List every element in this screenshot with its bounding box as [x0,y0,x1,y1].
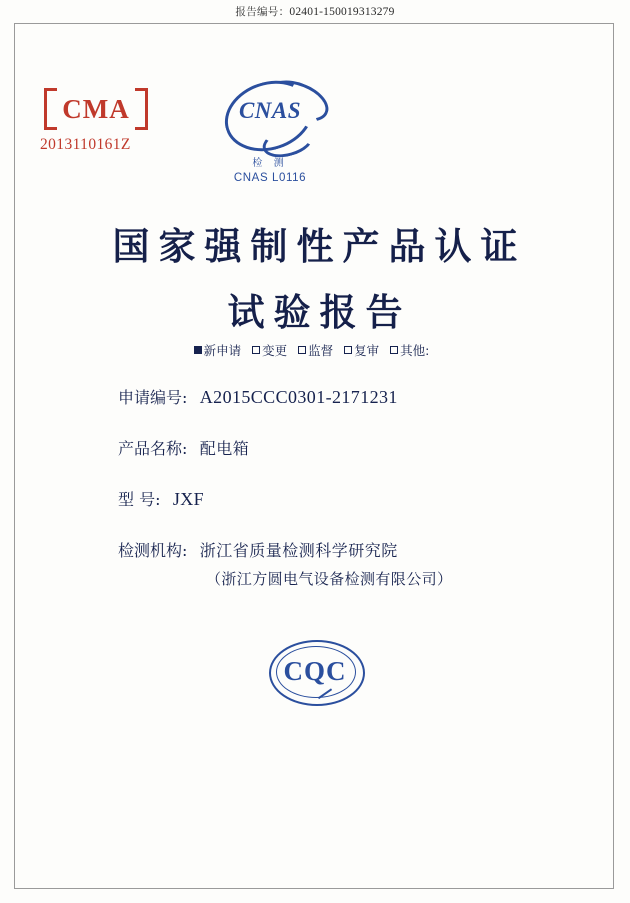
checkbox-item-new[interactable] [194,341,242,359]
field-model [118,487,538,512]
checkbox-label-change: 变更 [262,343,288,358]
checkbox-icon-review[interactable] [344,346,352,354]
report-number-label: 报告编号： [235,6,290,18]
checkbox-item-supervision[interactable] [298,341,333,359]
field-label-testing-organization: 检测机构: [118,541,188,560]
application-type-checkbox-row [0,341,630,359]
page-title-line1: 国家强制性产品认证 [112,224,527,268]
field-label-product-name: 产品名称: [118,439,188,458]
cma-letters: CMA [62,94,130,124]
field-value-testing-organization: 浙江省质量检测科学研究院 [199,541,398,560]
field-product-name [118,436,538,461]
field-testing-organization [118,538,538,591]
cnas-subtitle: 检 测 [252,158,288,169]
cma-certificate-number: 2013110161Z [40,136,131,153]
cnas-code: CNAS L0116 [233,172,307,184]
checkbox-icon-other[interactable] [390,346,398,354]
checkbox-item-change[interactable] [252,341,287,359]
cnas-mark-icon [210,80,330,156]
field-value-application-number: A2015CCC0301-2171231 [199,387,398,407]
page-title-line2: 试验报告 [227,290,412,334]
checkbox-icon-change[interactable] [252,346,260,354]
field-application-number [118,385,538,410]
checkbox-icon-new[interactable] [194,346,202,354]
field-value-testing-organization-secondary: （浙江方圆电气设备检测有限公司） [206,570,453,588]
checkbox-label-supervision: 监督 [308,343,334,358]
cma-mark-icon [44,88,148,130]
cnas-letters: CNAS [238,98,302,123]
report-number-value: 02401-150019313279 [289,6,395,18]
checkbox-label-other: 其他: [400,343,430,358]
checkbox-label-new: 新申请 [203,343,242,358]
checkbox-item-other[interactable] [390,341,429,359]
checkbox-item-review[interactable] [344,341,379,359]
field-list [118,385,538,617]
report-number [0,4,630,19]
logo-row [40,80,580,190]
field-value-model: JXF [172,489,205,509]
field-value-product-name: 配电箱 [199,439,250,458]
field-label-model: 型 号: [118,490,161,509]
checkbox-label-review: 复审 [354,343,380,358]
cqc-letters: CQC [283,656,347,686]
checkbox-icon-supervision[interactable] [298,346,306,354]
field-label-application-number: 申请编号: [118,388,188,407]
cnas-logo [180,80,360,184]
cqc-logo [269,640,361,702]
